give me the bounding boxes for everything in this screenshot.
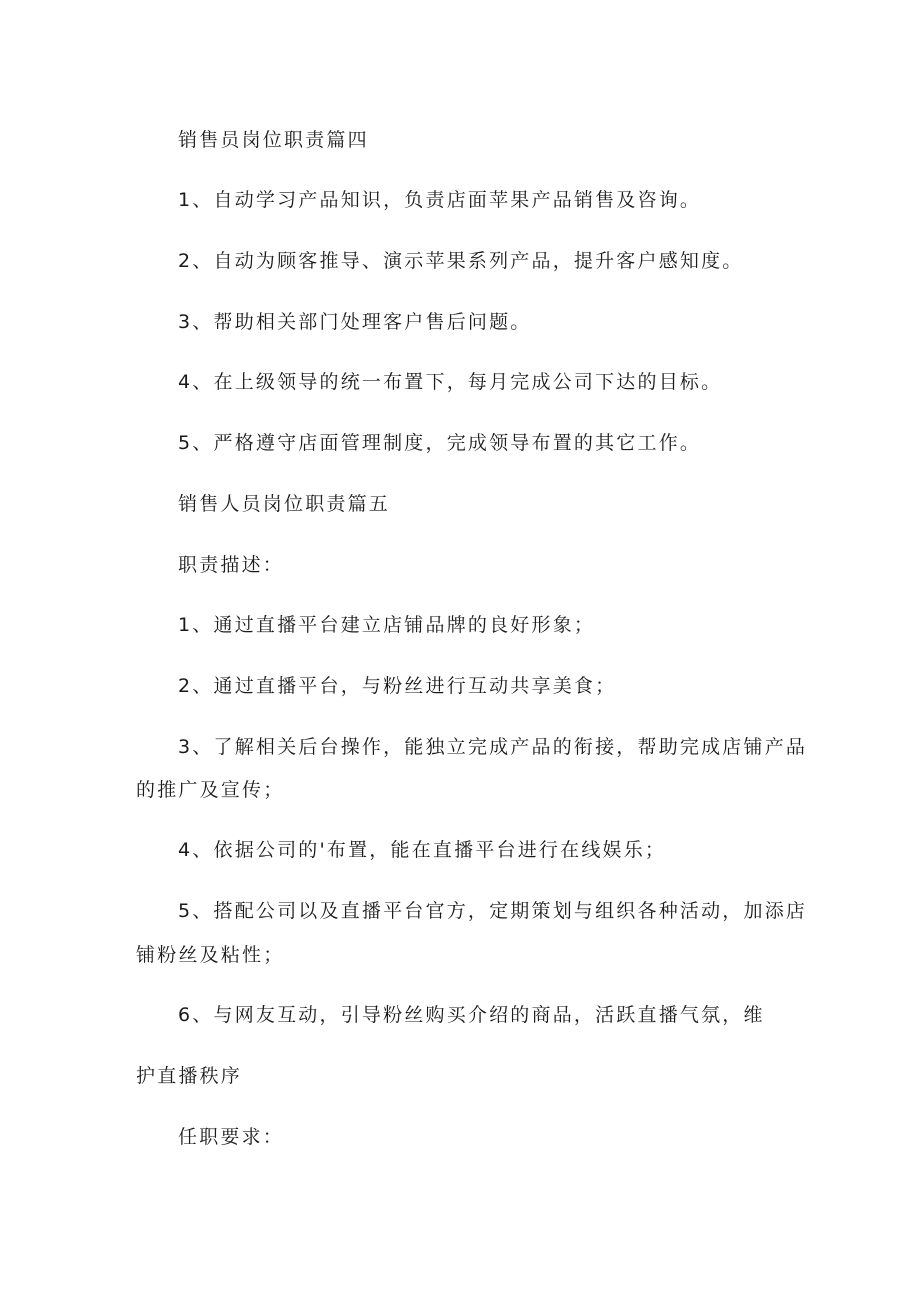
paragraph: 1、自动学习产品知识，负责店面苹果产品销售及咨询。	[178, 189, 702, 211]
section-heading-5: 销售人员岗位职责篇五	[178, 493, 391, 515]
paragraph-continuation: 铺粉丝及粘性；	[136, 944, 285, 966]
paragraph: 5、严格遵守店面管理制度，完成领导布置的其它工作。	[178, 432, 702, 454]
paragraph-continuation: 的推广及宣传；	[136, 779, 285, 801]
paragraph-continuation: 护直播秩序	[136, 1065, 243, 1087]
paragraph: 3、帮助相关部门处理客户售后问题。	[178, 311, 532, 333]
paragraph: 3、了解相关后台操作，能独立完成产品的衔接，帮助完成店铺产品	[178, 736, 808, 758]
paragraph: 4、依据公司的'布置，能在直播平台进行在线娱乐；	[178, 839, 667, 861]
paragraph: 4、在上级领导的统一布置下，每月完成公司下达的目标。	[178, 371, 723, 393]
subheading-duties: 职责描述：	[178, 554, 285, 576]
section-heading-4: 销售员岗位职责篇四	[178, 129, 369, 151]
paragraph: 1、通过直播平台建立店铺品牌的良好形象；	[178, 614, 596, 636]
subheading-requirements: 任职要求：	[178, 1126, 285, 1148]
paragraph: 5、搭配公司以及直播平台官方，定期策划与组织各种活动，加添店	[178, 900, 808, 922]
paragraph: 6、与网友互动，引导粉丝购买介绍的商品，活跃直播气氛，维	[178, 1004, 765, 1026]
paragraph: 2、自动为顾客推导、演示苹果系列产品，提升客户感知度。	[178, 250, 744, 272]
paragraph: 2、通过直播平台，与粉丝进行互动共享美食；	[178, 675, 617, 697]
